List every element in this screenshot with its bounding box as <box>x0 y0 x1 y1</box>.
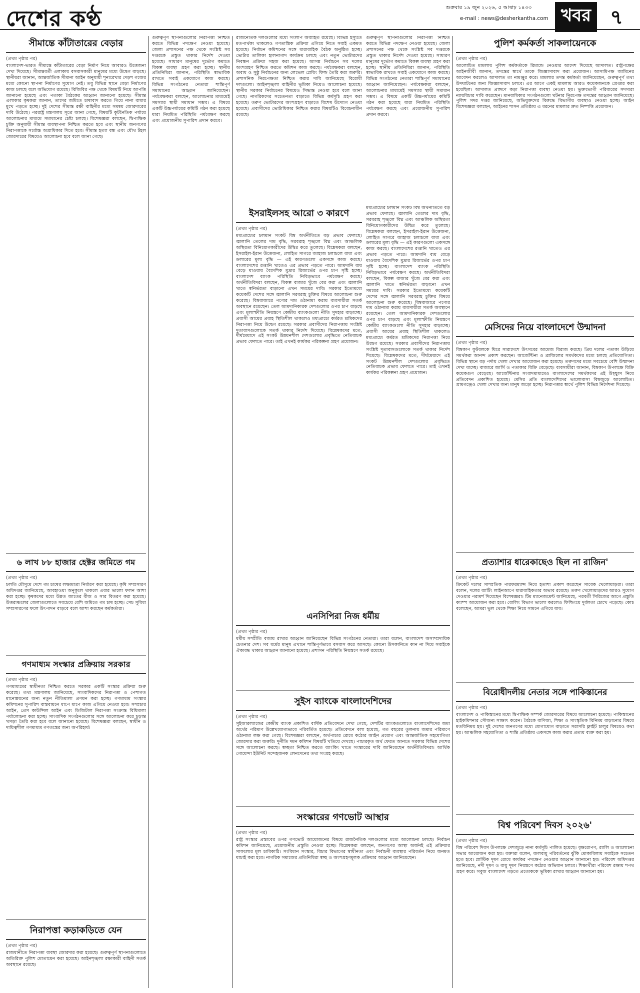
article-swiss <box>236 694 450 804</box>
article-body: বাংলাদেশ ও পাকিস্তানের মধ্যে দ্বিপাক্ষিক সম্পর্ক জোরদারের বিষয়ে আলোচনা হয়েছে। পাকিস্তানের হাইকমিশনার সৌজন্য সাক্ষাৎ করেন। বৈঠকে বাণিজ্য, শিক্ষা ও সাংস্কৃতিক বিনিময় বাড়ানোর বিষয়ে মতবিনিময় হয়। দুই দেশের জনগণের মধ্যে যোগাযোগ বাড়াতে সরাসরি ফ্লাইট চালুর বিষয়েও কথা হয়। আঞ্চলিক সহযোগিতা ও শান্তি প্রতিষ্ঠায় একসঙ্গে কাজ করার প্রত্যয় ব্যক্ত করা হয়। <box>456 713 634 736</box>
source-note: (প্রথম পৃষ্ঠার পর) <box>6 576 38 581</box>
article-body: আলোচিত মামলায় পুলিশ কর্মকর্তাকে রিমান্ডে নেওয়ার আদেশ দিয়েছে আদালত। রাষ্ট্রপক্ষের আইনজীবী জানান, তদন্তের স্বার্থে তাকে জিজ্ঞাসাবাদ করা প্রয়োজন। আসামিপক্ষ জামিনের আবেদন করলেও আদালত তা নামঞ্জুর করে। মামলার তদন্ত কর্মকর্তা জানিয়েছেন, গুরুত্বপূর্ণ তথ্য উদঘাটনের জন্য জিজ্ঞাসাবাদ চলবে। এর আগে একই মামলায় আরও কয়েকজনকে গ্রেপ্তার করা হয়েছিল। আদালত প্রাঙ্গণে কড়া নিরাপত্তা ব্যবস্থা নেওয়া হয়। ভুক্তভোগী পরিবারের সদস্যরা ন্যায়বিচার দাবি করেছেন। মানবাধিকার সংগঠনগুলো ঘটনার নিরপেক্ষ তদন্তের আহ্বান জানিয়েছে। পুলিশ সদর দপ্তর জানিয়েছে, অভিযুক্তদের বিরুদ্ধে বিভাগীয় ব্যবস্থাও নেওয়া হচ্ছে। আইন বিশেষজ্ঞরা বলছেন, আইনের শাসন প্রতিষ্ঠায় এ ধরনের মামলার দ্রুত নিষ্পত্তি প্রয়োজন। <box>456 64 634 111</box>
newspaper-logo: দেশের কণ্ঠ <box>6 6 102 32</box>
source-note: (প্রথম পৃষ্ঠার পর) <box>6 57 38 62</box>
headline: সীমান্তে কাঁটাতারের বেড়ার <box>6 36 146 53</box>
article-divider <box>6 919 146 920</box>
masthead <box>0 0 640 30</box>
headline: বিশ্ব পরিবেশ দিবস ২০২৬' <box>456 818 634 835</box>
article-border <box>6 36 146 552</box>
article-body: বিশ্ব পরিবেশ দিবস উপলক্ষে দেশজুড়ে নানা কর্মসূচি পালিত হয়েছে। বৃক্ষরোপণ, র‍্যালি ও আলোচনা সভার আয়োজন করা হয়। বক্তারা বলেন, জলবায়ু পরিবর্তনের ঝুঁকি মোকাবিলায় সবাইকে সচেতন হতে হবে। প্লাস্টিক দূষণ রোধে কার্যকর পদক্ষেপ নেওয়ার আহ্বান জানানো হয়। পরিবেশ অধিদপ্তর জানিয়েছে, নদী দূষণ ও বায়ু দূষণ নিয়ন্ত্রণে কঠোর অভিযান চলবে। শিক্ষার্থীরা পরিবেশ রক্ষায় শপথ গ্রহণ করে। সবুজ বাংলাদেশ গড়তে প্রত্যেককে ভূমিকা রাখার আহ্বান জানানো হয়। <box>456 846 634 875</box>
article-security <box>6 923 146 989</box>
article-body: সুইজারল্যান্ডের কেন্দ্রীয় ব্যাংক প্রকাশিত বার্ষিক প্রতিবেদনে দেখা গেছে, দেশটির ব্যাংকগুলোতে বাংলাদেশিদের জমা অর্থের পরিমাণ উল্লেখযোগ্যভাবে পরিবর্তিত হয়েছে। প্রতিবেদনে বলা হয়েছে, গত বছরের তুলনায় জমার পরিমাণে ওঠানামা লক্ষ করা গেছে। বিশেষজ্ঞরা বলছেন, অর্থপাচার রোধে কঠোর আইন প্রয়োগ এবং আন্তর্জাতিক সহযোগিতা জোরদার করা জরুরি। দুর্নীতি দমন কমিশন বিষয়টি খতিয়ে দেখছে। পাচারকৃত অর্থ ফেরত আনতে সরকার বিভিন্ন দেশের সঙ্গে আলোচনা করছে। স্বচ্ছতা নিশ্চিত করতে ব্যাংকিং খাতে সংস্কারের দাবি জানিয়েছেন অর্থনীতিবিদরা। আর্থিক গোয়েন্দা ইউনিট সন্দেহজনক লেনদেনের তথ্য সংগ্রহ করছে। <box>236 722 450 757</box>
source-note: (প্রথম পৃষ্ঠার পর) <box>456 839 488 844</box>
source-note: (প্রথম পৃষ্ঠার পর) <box>236 831 268 836</box>
source-note: (প্রথম পৃষ্ঠার পর) <box>236 630 268 635</box>
headline: সংস্কারের গণভোট আস্থার <box>236 810 450 827</box>
source-note: (প্রথম পৃষ্ঠার পর) <box>456 341 488 346</box>
headline: ৬ লাখ ৮৮ হাজার হেক্টর জমিতে গম <box>6 557 146 572</box>
article-land <box>6 557 146 653</box>
article-divider <box>456 814 634 815</box>
headline: গণমাধ্যম সংস্কার প্রক্রিয়ায় সরকার <box>6 659 146 674</box>
article-body: চলতি মৌসুমে দেশে গম চাষের লক্ষ্যমাত্রা নির্ধারণ করা হয়েছে। কৃষি সম্প্রসারণ অধিদপ্তর জানিয়েছে, আবহাওয়া অনুকূলে থাকলে এবার ভালো ফলন আশা করা হচ্ছে। কৃষকদের মধ্যে উন্নত জাতের বীজ ও সার বিতরণ করা হয়েছে। উত্তরাঞ্চলের জেলাগুলোতে সবচেয়ে বেশি জমিতে গম চাষ হচ্ছে। সেচ সুবিধা সম্প্রসারণের ফলে উৎপাদন বাড়বে বলে আশা করছেন কর্মকর্তারা। <box>6 583 146 612</box>
article-body: রাজধানীতে নিরাপত্তা ব্যবস্থা জোরদার করা হয়েছে। গুরুত্বপূর্ণ স্থাপনাগুলোতে অতিরিক্ত পুলিশ মোতায়েন করা হয়েছে। আইনশৃঙ্খলা রক্ষাকারী বাহিনী সতর্ক অবস্থানে রয়েছে। <box>6 951 146 968</box>
headline: বিরোধীদলীয় নেতার সঙ্গে পাকিস্তানের <box>456 686 634 702</box>
article-body: মধ্যপ্রাচ্যের চলমান সংকট বিশ্ব অর্থনীতিতে বড় প্রভাব ফেলছে। জ্বালানি তেলের দাম বৃদ্ধি, সরবরাহ শৃঙ্খলে বিঘ্ন এবং আঞ্চলিক অস্থিরতা বিনিয়োগকারীদের উদ্বিগ্ন করে তুলেছে। বিশ্লেষকরা বলছেন, ইসরাইল-ইরান উত্তেজনা, লোহিত সাগরে জাহাজ চলাচলে বাধা এবং ডলারের মূল্য বৃদ্ধি — এই কারণগুলো একসঙ্গে কাজ করছে। বাংলাদেশের রপ্তানি খাতেও এর প্রভাব পড়তে পারে। আমদানি ব্যয় বেড়ে যাওয়ায় বৈদেশিক মুদ্রার রিজার্ভের ওপর চাপ সৃষ্টি হচ্ছে। বাংলাদেশ ব্যাংক পরিস্থিতি নিবিড়ভাবে পর্যবেক্ষণ করছে। অর্থনীতিবিদরা বলছেন, বিকল্প বাজার খুঁজে বের করা এবং জ্বালানি খাতে স্বনির্ভরতা বাড়ানো এখন সময়ের দাবি। সরকার ইতোমধ্যে কয়েকটি দেশের সঙ্গে জ্বালানি সরবরাহ চুক্তির বিষয়ে আলোচনা শুরু করেছে। বিশ্ববাজারে পণ্যের দাম ওঠানামা করায় ব্যবসায়ীরা সতর্ক অবস্থানে রয়েছেন। তেল আমদানিকারক দেশগুলোর ওপর চাপ বাড়ছে এবং মূল্যস্ফীতি নিয়ন্ত্রণে কেন্দ্রীয় ব্যাংকগুলো নীতি সুদহার বাড়াচ্ছে। প্রবাসী আয়ের প্রবাহ স্থিতিশীল থাকলেও মধ্যপ্রাচ্যে কর্মরত শ্রমিকদের নিরাপত্তা নিয়ে উদ্বেগ রয়েছে। সরকার প্রবাসীদের নিরাপত্তায় সংশ্লিষ্ট দূতাবাসগুলোকে সতর্ক থাকার নির্দেশ দিয়েছে। বিশ্লেষকদের মতে, দীর্ঘমেয়াদে এই সংকট উন্নয়নশীল দেশগুলোর প্রবৃদ্ধিতে নেতিবাচক প্রভাব ফেলতে পারে। তাই এখনই কার্যকর পরিকল্পনা গ্রহণ প্রয়োজন। <box>366 206 450 377</box>
email-address: e-mail : news@desherkantha.com <box>460 16 549 22</box>
article-continuation <box>366 206 450 606</box>
article-reform <box>236 810 450 988</box>
article-divider <box>236 806 450 807</box>
article-body: ধর্মীয় সম্প্রীতি বজায় রাখার আহ্বান জানিয়েছেন বিভিন্ন সংগঠনের নেতারা। তারা বলেন, বাংলাদেশ অসাম্প্রদায়িক চেতনার দেশ। সব ধর্মের মানুষ এখানে শান্তিপূর্ণভাবে বসবাস করে আসছে। কোনো উসকানিতে কান না দিয়ে সবাইকে ঐক্যবদ্ধ থাকার আহ্বান জানানো হয়েছে। প্রশাসন পরিস্থিতি নিয়ন্ত্রণে সতর্ক রয়েছে। <box>236 637 450 654</box>
column-rule <box>452 36 453 988</box>
article-environment <box>456 818 634 988</box>
article-mosque <box>456 320 634 550</box>
article-continuation <box>366 36 450 202</box>
article-body: মধ্যপ্রাচ্যের চলমান সংকট বিশ্ব অর্থনীতিতে বড় প্রভাব ফেলছে। জ্বালানি তেলের দাম বৃদ্ধি, সরবরাহ শৃঙ্খলে বিঘ্ন এবং আঞ্চলিক অস্থিরতা বিনিয়োগকারীদের উদ্বিগ্ন করে তুলেছে। বিশ্লেষকরা বলছেন, ইসরাইল-ইরান উত্তেজনা, লোহিত সাগরে জাহাজ চলাচলে বাধা এবং ডলারের মূল্য বৃদ্ধি — এই কারণগুলো একসঙ্গে কাজ করছে। বাংলাদেশের রপ্তানি খাতেও এর প্রভাব পড়তে পারে। আমদানি ব্যয় বেড়ে যাওয়ায় বৈদেশিক মুদ্রার রিজার্ভের ওপর চাপ সৃষ্টি হচ্ছে। বাংলাদেশ ব্যাংক পরিস্থিতি নিবিড়ভাবে পর্যবেক্ষণ করছে। অর্থনীতিবিদরা বলছেন, বিকল্প বাজার খুঁজে বের করা এবং জ্বালানি খাতে স্বনির্ভরতা বাড়ানো এখন সময়ের দাবি। সরকার ইতোমধ্যে কয়েকটি দেশের সঙ্গে জ্বালানি সরবরাহ চুক্তির বিষয়ে আলোচনা শুরু করেছে। বিশ্ববাজারে পণ্যের দাম ওঠানামা করায় ব্যবসায়ীরা সতর্ক অবস্থানে রয়েছেন। তেল আমদানিকারক দেশগুলোর ওপর চাপ বাড়ছে এবং মূল্যস্ফীতি নিয়ন্ত্রণে কেন্দ্রীয় ব্যাংকগুলো নীতি সুদহার বাড়াচ্ছে। প্রবাসী আয়ের প্রবাহ স্থিতিশীল থাকলেও মধ্যপ্রাচ্যে কর্মরত শ্রমিকদের নিরাপত্তা নিয়ে উদ্বেগ রয়েছে। সরকার প্রবাসীদের নিরাপত্তায় সংশ্লিষ্ট দূতাবাসগুলোকে সতর্ক থাকার নির্দেশ দিয়েছে। বিশ্লেষকদের মতে, দীর্ঘমেয়াদে এই সংকট উন্নয়নশীল দেশগুলোর প্রবৃদ্ধিতে নেতিবাচক প্রভাব ফেলতে পারে। তাই এখনই কার্যকর পরিকল্পনা গ্রহণ প্রয়োজন। <box>236 234 362 346</box>
source-note: (প্রথম পৃষ্ঠার পর) <box>236 227 268 232</box>
article-body: রাষ্ট্র সংস্কার প্রস্তাবের ওপর গণভোট আয়োজনের বিষয়ে রাজনৈতিক দলগুলোর মধ্যে আলোচনা চলছে। নির্বাচন কমিশন জানিয়েছে, প্রয়োজনীয় প্রস্তুতি নেওয়া হচ্ছে। বিশ্লেষকরা বলছেন, জনগণের আস্থা অর্জনই এই প্রক্রিয়ার সাফল্যের মূল চাবিকাঠি। সংবিধান সংস্কার, বিচার বিভাগের স্বাধীনতা এবং নির্বাচনী ব্যবস্থার পরিবর্তন নিয়ে জনমত যাচাই করা হবে। নাগরিক সমাজের প্রতিনিধিরা স্বচ্ছ ও অংশগ্রহণমূলক প্রক্রিয়ার আহ্বান জানিয়েছেন। <box>236 838 450 861</box>
article-body: বাংলাদেশ-ভারত সীমান্তে কাঁটাতারের বেড়া নির্মাণ নিয়ে আবারও উত্তেজনা দেখা দিয়েছে। সীমান্তবর্তী এলাকায় বসবাসকারী মানুষের মধ্যে উদ্বেগ বাড়ছে। স্থানীয়রা জানান, আন্তর্জাতিক সীমানা আইন অনুযায়ী শূন্যরেখার দেড়শ গজের মধ্যে কোনো স্থাপনা নির্মাণের সুযোগ নেই। তবু বিভিন্ন স্থানে বেড়া নির্মাণের কাজ চলছে বলে অভিযোগ রয়েছে। বিজিবির পক্ষ থেকে বিষয়টি নিয়ে আপত্তি জানানো হয়েছে এবং পতাকা বৈঠকের আহ্বান জানানো হয়েছে। সীমান্ত এলাকার কৃষকরা জানান, তাদের জমিতে চাষাবাদ করতে গিয়ে নানা বাধার মুখে পড়তে হচ্ছে। দুই দেশের সীমান্ত রক্ষী বাহিনীর মধ্যে সমন্বয় জোরদারের দাবি উঠেছে। পররাষ্ট্র মন্ত্রণালয় সূত্রে জানা গেছে, বিষয়টি কূটনৈতিক পর্যায়ে আলোচনার মাধ্যমে সমাধানের চেষ্টা চলছে। বিশেষজ্ঞরা বলছেন, দ্বিপাক্ষিক চুক্তি অনুযায়ী সীমান্ত ব্যবস্থাপনা নিশ্চিত করতে হবে এবং স্থানীয় জনগণের নিরাপত্তাকে সর্বোচ্চ অগ্রাধিকার দিতে হবে। সীমান্ত হত্যা বন্ধ এবং যৌথ টহল জোরদারের বিষয়েও আলোচনা হবে বলে জানা গেছে। <box>6 64 146 140</box>
article-nsp <box>236 610 450 688</box>
column-rule <box>148 36 149 988</box>
source-note: (প্রথম পৃষ্ঠার পর) <box>456 576 488 581</box>
dateline: শুক্রবার ১৯ জুন ২০২৬, ৫ আষাঢ় ১৪৩৩ <box>446 5 532 11</box>
page-number: ৭ <box>610 5 624 29</box>
headline: নিরাপত্তা কড়াকড়িতে যেন <box>6 923 146 940</box>
source-note: (প্রথম পৃষ্ঠার পর) <box>6 944 38 949</box>
article-divider <box>456 552 634 553</box>
article-divider <box>6 553 146 554</box>
article-body: গুরুত্বপূর্ণ স্থাপনাগুলোর নিরাপত্তা নিশ্চিত করতে বিভিন্ন পদক্ষেপ নেওয়া হয়েছে। জেলা প্রশাসনের পক্ষ থেকে সংশ্লিষ্ট সব দপ্তরকে প্রস্তুত থাকার নির্দেশ দেওয়া হয়েছে। সাধারণ মানুষের দুর্ভোগ কমাতে বিকল্প ব্যবস্থা গ্রহণ করা হচ্ছে। স্থানীয় প্রতিনিধিরা জানান, পরিস্থিতি স্বাভাবিক রাখতে সবাই একযোগে কাজ করছে। বিভিন্ন সংগঠনের নেতারা শান্তিপূর্ণ সমাধানের আহ্বান জানিয়েছেন। পর্যবেক্ষকরা বলছেন, আলোচনার মাধ্যমেই সমস্যার স্থায়ী সমাধান সম্ভব। এ বিষয়ে একটি উচ্চপর্যায়ের কমিটি গঠন করা হয়েছে যারা নিয়মিত পরিস্থিতি পর্যবেক্ষণ করছে এবং প্রয়োজনীয় সুপারিশ প্রদান করবে। <box>152 36 230 124</box>
section-label: খবর <box>555 2 597 32</box>
source-note: (প্রথম পৃষ্ঠার পর) <box>456 706 488 711</box>
source-note: (প্রথম পৃষ্ঠার পর) <box>6 678 38 683</box>
headline: সুইস ব্যাংকে বাংলাদেশিদের <box>236 694 450 711</box>
headline: মেসিদের নিয়ে বাংলাদেশে উন্মাদনা <box>456 320 634 337</box>
headline: এনসিপিরা নিজ ধর্মীয় <box>236 610 450 626</box>
article-pm <box>456 556 634 680</box>
article-body: ক্রিকেট দলের সাম্প্রতিক পারফরম্যান্স নিয়ে হতাশা প্রকাশ করেছেন সাবেক খেলোয়াড়রা। তারা বলেন, দলের ব্যাটিং লাইনআপে ধারাবাহিকতার অভাব রয়েছে। তরুণ খেলোয়াড়দের আরও সুযোগ দেওয়ার পরামর্শ দিয়েছেন বিশেষজ্ঞরা। টিম ম্যানেজমেন্ট জানিয়েছে, পরবর্তী সিরিজের আগে প্রস্তুতি ক্যাম্প আয়োজন করা হবে। বোলিং বিভাগ ভালো করলেও ফিল্ডিংয়ে দুর্বলতা চোখে পড়েছে। কোচ বলেছেন, আমরা ভুল থেকে শিক্ষা নিয়ে সামনে এগিয়ে যাব। <box>456 583 634 612</box>
article-continuation <box>236 36 362 202</box>
article-divider <box>236 690 450 691</box>
article-continuation <box>152 36 230 988</box>
headline: ইসরাইলসহ আরো ৩ কারণে <box>236 206 362 223</box>
column-rule <box>232 36 233 988</box>
article-police <box>456 36 634 314</box>
source-note: (প্রথম পৃষ্ঠার পর) <box>236 715 268 720</box>
article-divider <box>456 316 634 317</box>
article-israel <box>236 206 362 606</box>
article-body: গুরুত্বপূর্ণ স্থাপনাগুলোর নিরাপত্তা নিশ্চিত করতে বিভিন্ন পদক্ষেপ নেওয়া হয়েছে। জেলা প্রশাসনের পক্ষ থেকে সংশ্লিষ্ট সব দপ্তরকে প্রস্তুত থাকার নির্দেশ দেওয়া হয়েছে। সাধারণ মানুষের দুর্ভোগ কমাতে বিকল্প ব্যবস্থা গ্রহণ করা হচ্ছে। স্থানীয় প্রতিনিধিরা জানান, পরিস্থিতি স্বাভাবিক রাখতে সবাই একযোগে কাজ করছে। বিভিন্ন সংগঠনের নেতারা শান্তিপূর্ণ সমাধানের আহ্বান জানিয়েছেন। পর্যবেক্ষকরা বলছেন, আলোচনার মাধ্যমেই সমস্যার স্থায়ী সমাধান সম্ভব। এ বিষয়ে একটি উচ্চপর্যায়ের কমিটি গঠন করা হয়েছে যারা নিয়মিত পরিস্থিতি পর্যবেক্ষণ করছে এবং প্রয়োজনীয় সুপারিশ প্রদান করবে। <box>366 36 450 118</box>
article-media <box>6 659 146 917</box>
article-divider <box>6 655 146 656</box>
article-body: বিশ্বকাপ ফুটবলকে ঘিরে সারাদেশে উৎসবের আমেজ বিরাজ করছে। প্রিয় দলের পতাকা উড়িয়ে সমর্থকরা আনন্দ প্রকাশ করছেন। আর্জেন্টিনা ও ব্রাজিলের সমর্থকদের মধ্যে চলছে প্রতিযোগিতা। বিভিন্ন স্থানে বড় পর্দায় খেলা দেখার আয়োজন করা হয়েছে। তরুণদের মধ্যে সবচেয়ে বেশি উন্মাদনা দেখা যাচ্ছে। বাজারে জার্সি ও পতাকার বিক্রি বেড়েছে। ব্যবসায়ীরা জানান, বিশ্বকাপ উপলক্ষে বিক্রি কয়েকগুণ বেড়েছে। আর্জেন্টিনার সংবাদমাধ্যমেও বাংলাদেশের সমর্থকদের এই উচ্ছ্বাস নিয়ে প্রতিবেদন প্রকাশিত হয়েছে। মেসির প্রতি বাংলাদেশিদের ভালোবাসা বিশ্বজুড়ে আলোচিত। গ্রামগঞ্জেও খেলা দেখার জন্য মানুষ জড়ো হচ্ছে। নিরাপত্তার স্বার্থে পুলিশ বিভিন্ন নির্দেশনা দিয়েছে। <box>456 348 634 389</box>
headline: পুলিশ কর্মকর্তা সাকলায়েনকে <box>456 36 634 53</box>
article-body: গণমাধ্যমের স্বাধীনতা নিশ্চিত করতে সরকার একটি সংস্কার প্রক্রিয়া শুরু করেছে। তথ্য মন্ত্রণালয় জানিয়েছে, সাংবাদিকদের নিরাপত্তা ও পেশাগত মানোন্নয়নের জন্য নতুন নীতিমালা প্রণয়ন করা হচ্ছে। গণমাধ্যম সংস্কার কমিশনের সুপারিশ বাস্তবায়নে ধাপে ধাপে কাজ এগিয়ে নেওয়া হবে। সম্প্রচার আইন, প্রেস কাউন্সিল আইন এবং ডিজিটাল নিরাপত্তা সংক্রান্ত বিধিমালা পর্যালোচনা করা হচ্ছে। সাংবাদিক সংগঠনগুলোর সঙ্গে আলোচনা করে চূড়ান্ত খসড়া তৈরি করা হবে বলে জানানো হয়েছে। বিশেষজ্ঞরা বলছেন, স্বাধীন ও দায়িত্বশীল গণমাধ্যম গণতন্ত্রের জন্য অপরিহার্য। <box>6 685 146 732</box>
headline: প্রত্যাশার ধারেকাছেও ছিল না রাজিন' <box>456 556 634 572</box>
article-divider <box>456 682 634 683</box>
source-note: (প্রথম পৃষ্ঠার পর) <box>456 57 488 62</box>
article-body: রাজনৈতিক দলগুলোর মধ্যে সংলাপ অব্যাহত রয়েছে। বিভিন্ন ইস্যুতে মতপার্থক্য থাকলেও গণতান্ত্রিক প্রক্রিয়া এগিয়ে নিতে সবাই একমত হয়েছে। নির্বাচন কমিশনের সঙ্গে ধারাবাহিক বৈঠক অনুষ্ঠিত হচ্ছে। ভোটার তালিকা হালনাগাদ কার্যক্রম চলছে এবং নতুন ভোটারদের নিবন্ধন প্রক্রিয়া সহজ করা হয়েছে। আসন্ন নির্বাচনে সব দলের অংশগ্রহণ নিশ্চিত করতে কমিশন কাজ করছে। পর্যবেক্ষকরা বলছেন, অবাধ ও সুষ্ঠু নির্বাচনের জন্য লেভেল প্লেয়িং ফিল্ড তৈরি করা জরুরি। প্রশাসনিক নিরপেক্ষতা নিশ্চিত করার দাবি জানিয়েছে বিরোধী দলগুলো। আইনশৃঙ্খলা বাহিনীর ভূমিকা নিয়েও আলোচনা হয়েছে। স্থানীয় সরকার নির্বাচনের বিষয়েও সিদ্ধান্ত নেওয়া হবে বলে জানা গেছে। নাগরিকদের সচেতনতা বাড়াতে বিভিন্ন কর্মসূচি গ্রহণ করা হয়েছে। তরুণ ভোটারদের অংশগ্রহণ বাড়াতে বিশেষ উদ্যোগ নেওয়া হয়েছে। প্রবাসীদের ভোটাধিকার নিশ্চিত করার বিষয়টিও বিবেচনাধীন রয়েছে। <box>236 36 362 118</box>
article-pakistan <box>456 686 634 812</box>
